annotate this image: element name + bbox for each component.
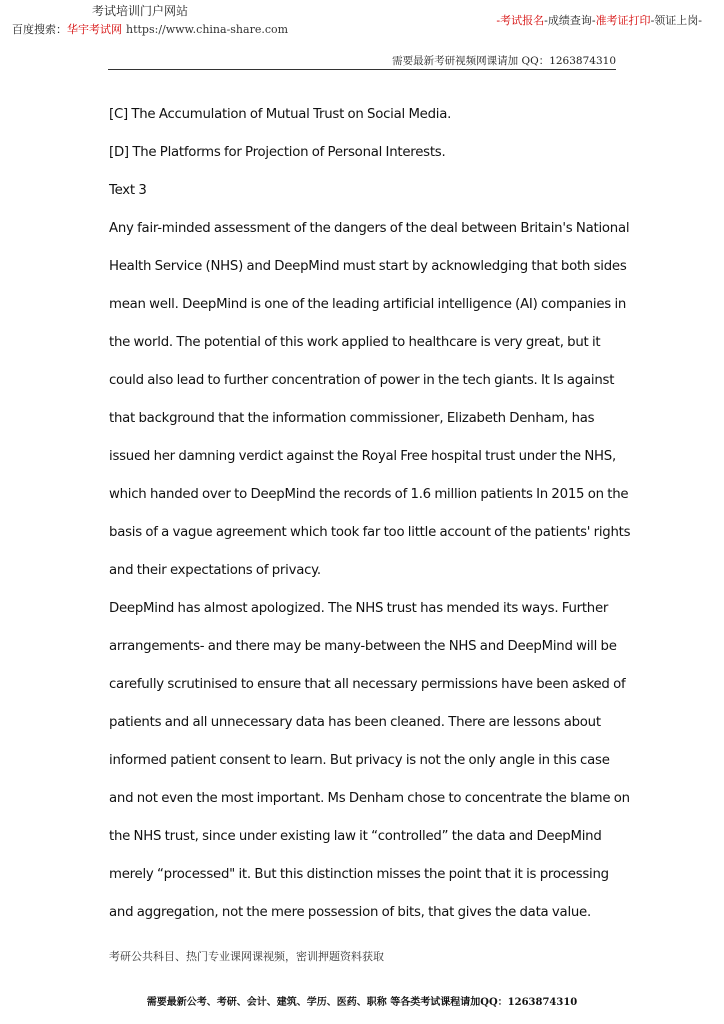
search-brand-link[interactable]: 华宇考试网 — [67, 23, 122, 36]
search-prefix: 百度搜索： — [12, 23, 67, 36]
text-line: that background that the information commissioner, Elizabeth Denham, has — [109, 411, 595, 426]
site-url-link[interactable]: https://www.china-share.com — [126, 23, 289, 36]
exam-register-link[interactable]: 考试报名 — [500, 14, 545, 27]
top-links — [496, 12, 702, 28]
separator: - — [544, 14, 548, 27]
text-line: informed patient consent to learn. But privacy is not the only angle in this case — [109, 753, 610, 768]
footer-contact: 需要最新公考、考研、会计、建筑、学历、医药、职称 等各类考试课程请加QQ：1263874310 — [146, 997, 578, 1008]
text-line: patients and all unnecessary data has been cleaned. There are lessons about — [109, 715, 601, 730]
text-line: issued her damning verdict against the Royal Free hospital trust under the NHS, — [109, 449, 616, 464]
text-line: Any fair-minded assessment of the dangers of the deal between Britain's National — [109, 221, 630, 236]
text-line: [D] The Platforms for Projection of Personal Interests. — [109, 145, 446, 160]
header-contact: 需要最新考研视频网课请加 QQ：1263874310 — [392, 55, 616, 67]
search-line — [12, 21, 288, 37]
text-line: DeepMind has almost apologized. The NHS trust has mended its ways. Further — [109, 601, 609, 616]
admission-print-link[interactable]: 准考证打印 — [595, 14, 651, 27]
text-line: arrangements- and there may be many-between the NHS and DeepMind will be — [109, 639, 617, 654]
text-line: and aggregation, not the mere possession of bits, that gives the data value. — [109, 905, 591, 920]
text-line: and not even the most important. Ms Denham chose to concentrate the blame on — [109, 791, 630, 806]
separator: - — [650, 14, 655, 27]
separator: - — [591, 14, 596, 27]
text-line: merely “processed" it. But this distinction misses the point that it is processing — [109, 867, 609, 882]
header-divider — [108, 69, 616, 70]
separator: - — [698, 14, 702, 27]
section-heading: Text 3 — [109, 183, 147, 198]
cert-employ-link[interactable]: 领证上岗 — [654, 14, 699, 27]
text-line: carefully scrutinised to ensure that all necessary permissions have been asked of — [109, 677, 626, 692]
footer-note: 考研公共科目、热门专业课网课视频，密训押题资料获取 — [109, 950, 384, 963]
score-query-link[interactable]: 成绩查询 — [547, 14, 592, 27]
document-body — [109, 96, 631, 932]
text-line: [C] The Accumulation of Mutual Trust on Social Media. — [109, 107, 452, 122]
text-line: mean well. DeepMind is one of the leading artificial intelligence (AI) companies in — [109, 297, 627, 312]
text-line: and their expectations of privacy. — [109, 563, 321, 578]
text-line: which handed over to DeepMind the records of 1.6 million patients In 2015 on the — [109, 487, 629, 502]
text-line: the NHS trust, since under existing law it “controlled” the data and DeepMind — [109, 829, 602, 844]
text-line: Health Service (NHS) and DeepMind must start by acknowledging that both sides — [109, 259, 627, 274]
text-line: the world. The potential of this work applied to healthcare is very great, but it — [109, 335, 601, 350]
separator: - — [496, 14, 501, 27]
site-name: 考试培训门户网站 — [92, 4, 189, 18]
text-line: basis of a vague agreement which took far too little account of the patients' rights — [109, 525, 631, 540]
text-line: could also lead to further concentration of power in the tech giants. It Is against — [109, 373, 615, 388]
